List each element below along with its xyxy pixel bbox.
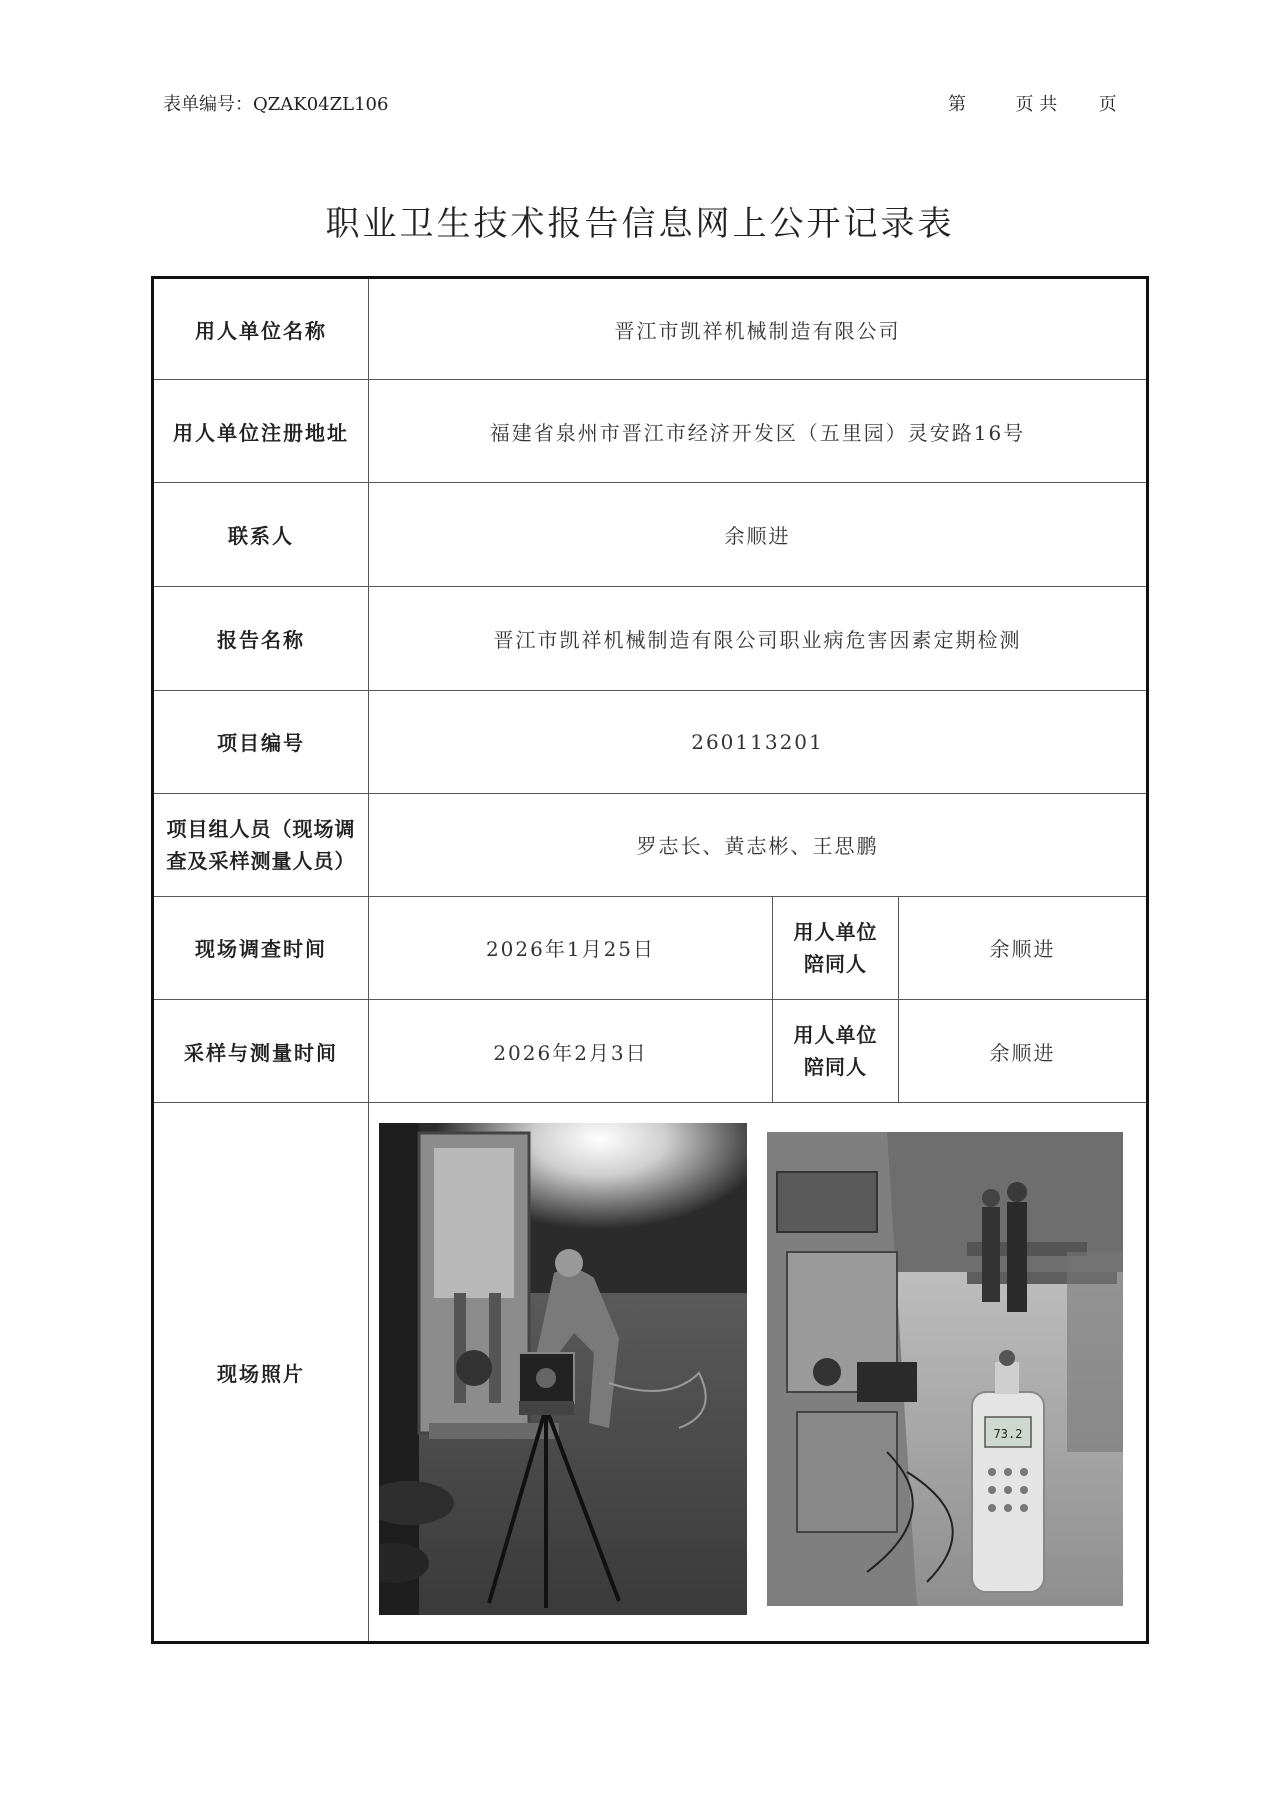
form-number: 表单编号：QZAK04ZL106 [163,94,389,115]
survey-accomp-line2: 陪同人 [804,951,867,976]
team-label-line1: 项目组人员（现场调 [166,816,356,841]
project-label: 项目编号 [153,690,369,793]
team-label-line2: 查及采样测量人员） [166,848,356,873]
sampling-accomp-line2: 陪同人 [804,1055,867,1080]
row-address [153,380,1148,483]
survey-accomp-label [773,896,899,999]
report-value: 晋江市凯祥机械制造有限公司职业病危害因素定期检测 [369,587,1148,690]
row-contact [153,483,1148,587]
page-di: 第 [948,94,966,115]
sampling-accomp-line1: 用人单位 [793,1023,878,1048]
page-title: 职业卫生技术报告信息网上公开记录表 [325,204,955,244]
survey-value: 2026年1月25日 [369,896,773,999]
workshop-photo-icon [767,1132,1123,1606]
survey-accomp-line1: 用人单位 [793,919,878,944]
sampling-label: 采样与测量时间 [153,999,369,1102]
team-value: 罗志长、黄志彬、王思鹏 [369,793,1148,896]
row-sampling [153,999,1148,1102]
welding-photo-icon [379,1123,747,1615]
photos-cell [369,1103,1148,1643]
row-photos [153,1103,1148,1643]
site-photo-2 [767,1132,1123,1606]
contact-label: 联系人 [153,483,369,587]
company-value: 晋江市凯祥机械制造有限公司 [369,278,1148,380]
page-ye: 页 [1015,94,1034,115]
page-indicator [948,90,1117,116]
photos-label: 现场照片 [153,1103,369,1643]
meter-reading: 73.2 [993,1427,1023,1442]
row-company [153,278,1148,380]
sampling-accomp-label [773,999,899,1102]
sampling-value: 2026年2月3日 [369,999,773,1102]
company-label: 用人单位名称 [153,278,369,380]
contact-value: 余顺进 [369,483,1148,587]
page-ye2: 页 [1098,94,1117,115]
page-gong: 共 [1039,94,1058,115]
report-label: 报告名称 [153,587,369,690]
survey-label: 现场调查时间 [153,896,369,999]
address-label: 用人单位注册地址 [153,380,369,483]
photos-container [369,1103,1146,1641]
team-label [153,793,369,896]
site-photo-1 [379,1123,747,1615]
row-project [153,690,1148,793]
address-value: 福建省泉州市晋江市经济开发区（五里园）灵安路16号 [369,380,1148,483]
record-table [151,276,1149,1644]
row-report [153,587,1148,690]
row-survey [153,896,1148,999]
row-team [153,793,1148,896]
survey-accomp-value: 余顺进 [899,896,1148,999]
project-value: 260113201 [369,690,1148,793]
sampling-accomp-value: 余顺进 [899,999,1148,1102]
